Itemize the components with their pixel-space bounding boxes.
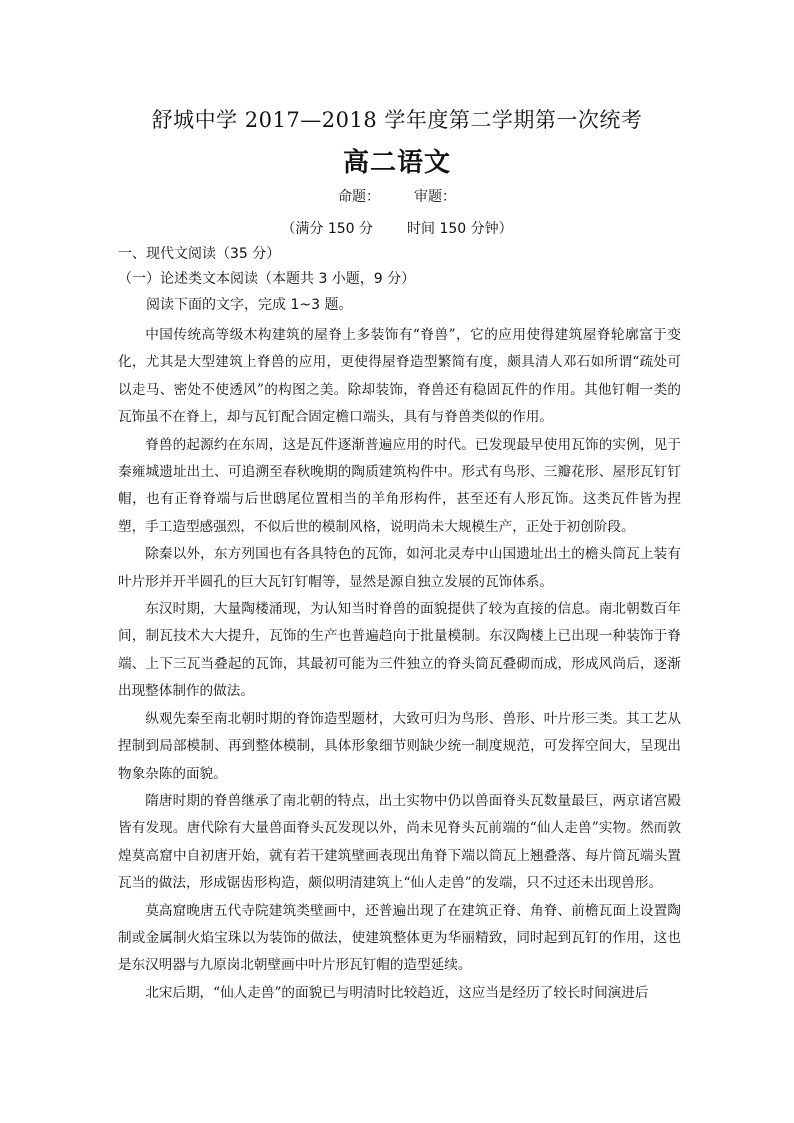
exam-title: 舒城中学 2017—2018 学年度第二学期第一次统考 — [151, 108, 643, 132]
reading-instruction: 阅读下面的文字，完成 1~3 题。 — [146, 297, 353, 313]
passage-paragraph: 中国传统高等级木构建筑的屋脊上多装饰有“脊兽”，它的应用使得建筑屋脊轮廓富于变化，尤其是大型建筑上脊兽的应用，更使得屋脊造型繁简有度，颇具清人邓石如所谓“疏处可以走马、密处不使透风”的构图之美。除却装饰，脊兽还有稳固瓦件的作用。其他钉帽一类的瓦饰虽不在脊上，却与瓦钉配合固定檐口端头，具有与脊兽类似的作用。 — [118, 327, 681, 426]
full-score: （满分 150 分 — [281, 221, 373, 237]
setter-reviewer-line — [0, 186, 794, 206]
passage-paragraph: 莫高窟晚唐五代寺院建筑类壁画中，还普遍出现了在建筑正脊、角脊、前檐瓦面上设置陶制或金属制火焰宝珠以为装饰的做法，使建筑整体更为华丽精致，同时起到瓦钉的作用，这也是东汉明器与九原岗北朝壁画中叶片形瓦钉帽的造型延续。 — [118, 902, 681, 974]
passage-paragraph: 东汉时期，大量陶楼涌现，为认知当时脊兽的面貌提供了较为直接的信息。南北朝数百年间，制瓦技术大大提升，瓦饰的生产也普遍趋向于批量模制。东汉陶楼上已出现一种装饰于脊端、上下三瓦当叠起的瓦饰，其最初可能为三件独立的脊头筒瓦叠砌而成，形成风尚后，逐渐出现整体制作的做法。 — [118, 601, 681, 700]
passage-paragraph: 除秦以外，东方列国也有各具特色的瓦饰，如河北灵寿中山国遗址出土的檐头筒瓦上装有叶片形并开半圆孔的巨大瓦钉钉帽等，显然是源自独立发展的瓦饰体系。 — [118, 546, 681, 590]
reviewer-label: 审题： — [414, 189, 456, 205]
score-time-line — [0, 218, 794, 238]
passage-paragraph: 隋唐时期的脊兽继承了南北朝的特点，出土实物中仍以兽面脊头瓦数量最巨，两京诸宫殿皆有发现。唐代除有大量兽面脊头瓦发现以外，尚未见脊头瓦前端的“仙人走兽”实物。然而敦煌莫高窟中自初唐开始，就有若干建筑壁画表现出角脊下端以筒瓦上翘叠落、每片筒瓦端头置瓦当的做法，形成锯齿形构造，颇似明清建筑上“仙人走兽”的发端，只不过还未出现兽形。 — [118, 792, 681, 892]
passage-paragraph: 北宋后期，“仙人走兽”的面貌已与明清时比较趋近，这应当是经历了较长时间演进后 — [145, 984, 649, 1001]
reading-passage — [118, 322, 681, 1007]
setter-label: 命题： — [338, 189, 380, 205]
passage-paragraph: 纵观先秦至南北朝时期的脊饰造型题材，大致可归为鸟形、兽形、叶片形三类。其工艺从捏制到局部模制、再到整体模制，具体形象细节则缺少统一制度规范，可发挥空间大，呈现出物象杂陈的面貌。 — [118, 710, 681, 782]
part-one-heading: 一、现代文阅读（35 分） — [118, 246, 281, 262]
exam-time: 时间 150 分钟） — [407, 221, 513, 237]
subsection-heading: （一）论述类文本阅读（本题共 3 小题，9 分） — [118, 271, 416, 287]
passage-paragraph: 脊兽的起源约在东周，这是瓦件逐渐普遍应用的时代。已发现最早使用瓦饰的实例，见于秦雍城遗址出土、可追溯至春秋晚期的陶质建筑构件中。形式有鸟形、三瓣花形、屋形瓦钉钉帽，也有正脊脊端与后世鸱尾位置相当的羊角形构件，甚至还有人形瓦饰。这类瓦件皆为捏塑，手工造型感强烈，不似后世的模制风格，说明尚未大规模生产，正处于初创阶段。 — [118, 436, 681, 535]
subject-title: 高二语文 — [342, 148, 451, 178]
